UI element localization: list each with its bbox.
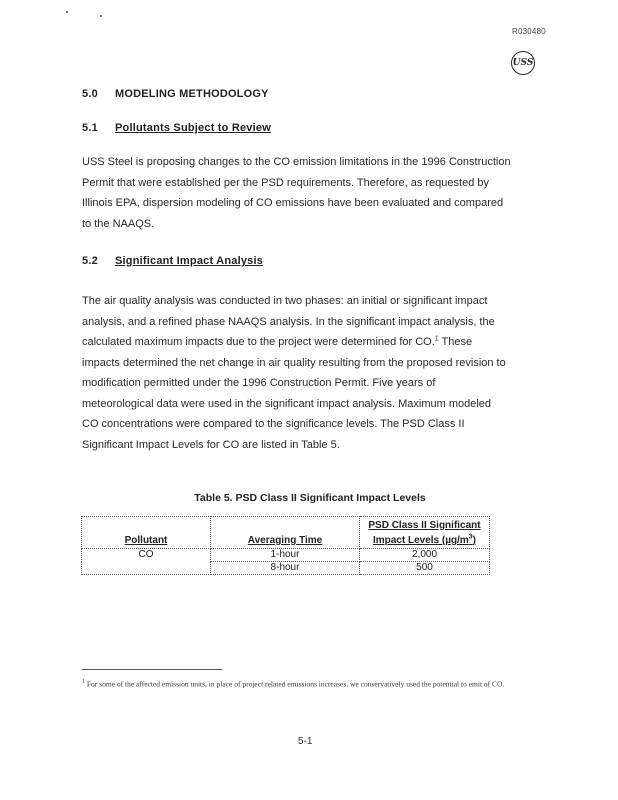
paragraph-line: meteorological data were used in the significant impact analysis. Maximum modeled — [82, 397, 492, 410]
header-impact-level — [360, 517, 490, 549]
paragraph-line: to the NAAQS. — [82, 217, 155, 230]
cell-impact-level: 500 — [360, 562, 490, 575]
subsection-heading-5-2 — [82, 255, 482, 269]
page-number: 5-1 — [298, 736, 313, 747]
paragraph-line — [82, 332, 506, 353]
header-text-part: ) — [472, 535, 477, 546]
cell-impact-level: 2,000 — [360, 549, 490, 562]
header-pollutant — [82, 517, 211, 549]
section-title: MODELING METHODOLOGY — [115, 88, 269, 100]
header-text-part: Impact Levels (µg/m — [372, 535, 469, 546]
paragraph-line: Permit that were established per the PSD requirements. Therefore, as requested by — [82, 176, 490, 189]
section-number: 5.0 — [82, 88, 98, 100]
paragraph-line: analysis, and a refined phase NAAQS analysis. In the significant impact analysis, the — [82, 315, 495, 328]
unit-superscript: 3 — [468, 533, 473, 541]
paragraph-line: CO concentrations were compared to the significance levels. The PSD Class II — [82, 418, 465, 430]
footnote — [82, 676, 532, 691]
scan-speck — [100, 15, 102, 17]
significance-table — [81, 516, 490, 575]
subsection-number: 5.1 — [82, 122, 98, 134]
header-text: Pollutant — [124, 535, 168, 546]
footnote-separator — [82, 669, 222, 670]
paragraph-pollutants — [82, 152, 511, 234]
subsection-heading-5-1 — [82, 122, 482, 136]
paragraph-significant-impact — [82, 291, 506, 455]
company-logo: USS — [511, 51, 535, 75]
paragraph-line: impacts determined the net change in air quality resulting from the proposed revision to — [82, 356, 506, 369]
header-text: Averaging Time — [247, 535, 323, 546]
table-row — [82, 549, 490, 562]
scan-speck — [66, 11, 68, 13]
header-averaging-time — [211, 517, 360, 549]
cell-averaging-time: 8-hour — [211, 562, 360, 575]
subsection-title: Pollutants Subject to Review — [115, 122, 271, 134]
footnote-reference: 1 — [434, 335, 439, 343]
cell-pollutant: CO — [82, 549, 211, 575]
subsection-number: 5.2 — [82, 255, 98, 267]
paragraph-line: Illinois EPA, dispersion modeling of CO emissions have been evaluated and compared — [82, 197, 504, 209]
header-text — [373, 535, 476, 546]
header-text: PSD Class II Significant — [368, 519, 481, 531]
cell-averaging-time: 1-hour — [211, 549, 360, 562]
paragraph-line: Significant Impact Levels for CO are listed in Table 5. — [82, 438, 340, 451]
paragraph-text: These — [441, 336, 473, 348]
document-id: R030480 — [512, 27, 546, 36]
paragraph-line: The air quality analysis was conducted in two phases: an initial or significant impact — [82, 295, 488, 307]
paragraph-line: USS Steel is proposing changes to the CO emission limitations in the 1996 Construction — [82, 156, 511, 168]
footnote-marker: 1 — [82, 679, 85, 685]
paragraph-line: modification permitted under the 1996 Construction Permit. Five years of — [82, 377, 436, 389]
table-caption: Table 5. PSD Class II Significant Impact Levels — [194, 492, 426, 504]
subsection-title: Significant Impact Analysis — [115, 255, 264, 267]
section-heading — [82, 88, 482, 102]
footnote-text: For some of the affected emission units, in place of project related emissions increases, we conservatively used the potential to emit of CO. — [86, 679, 505, 689]
paragraph-text: calculated maximum impacts due to the project were determined for CO. — [82, 336, 435, 348]
table-header-row — [82, 517, 490, 549]
